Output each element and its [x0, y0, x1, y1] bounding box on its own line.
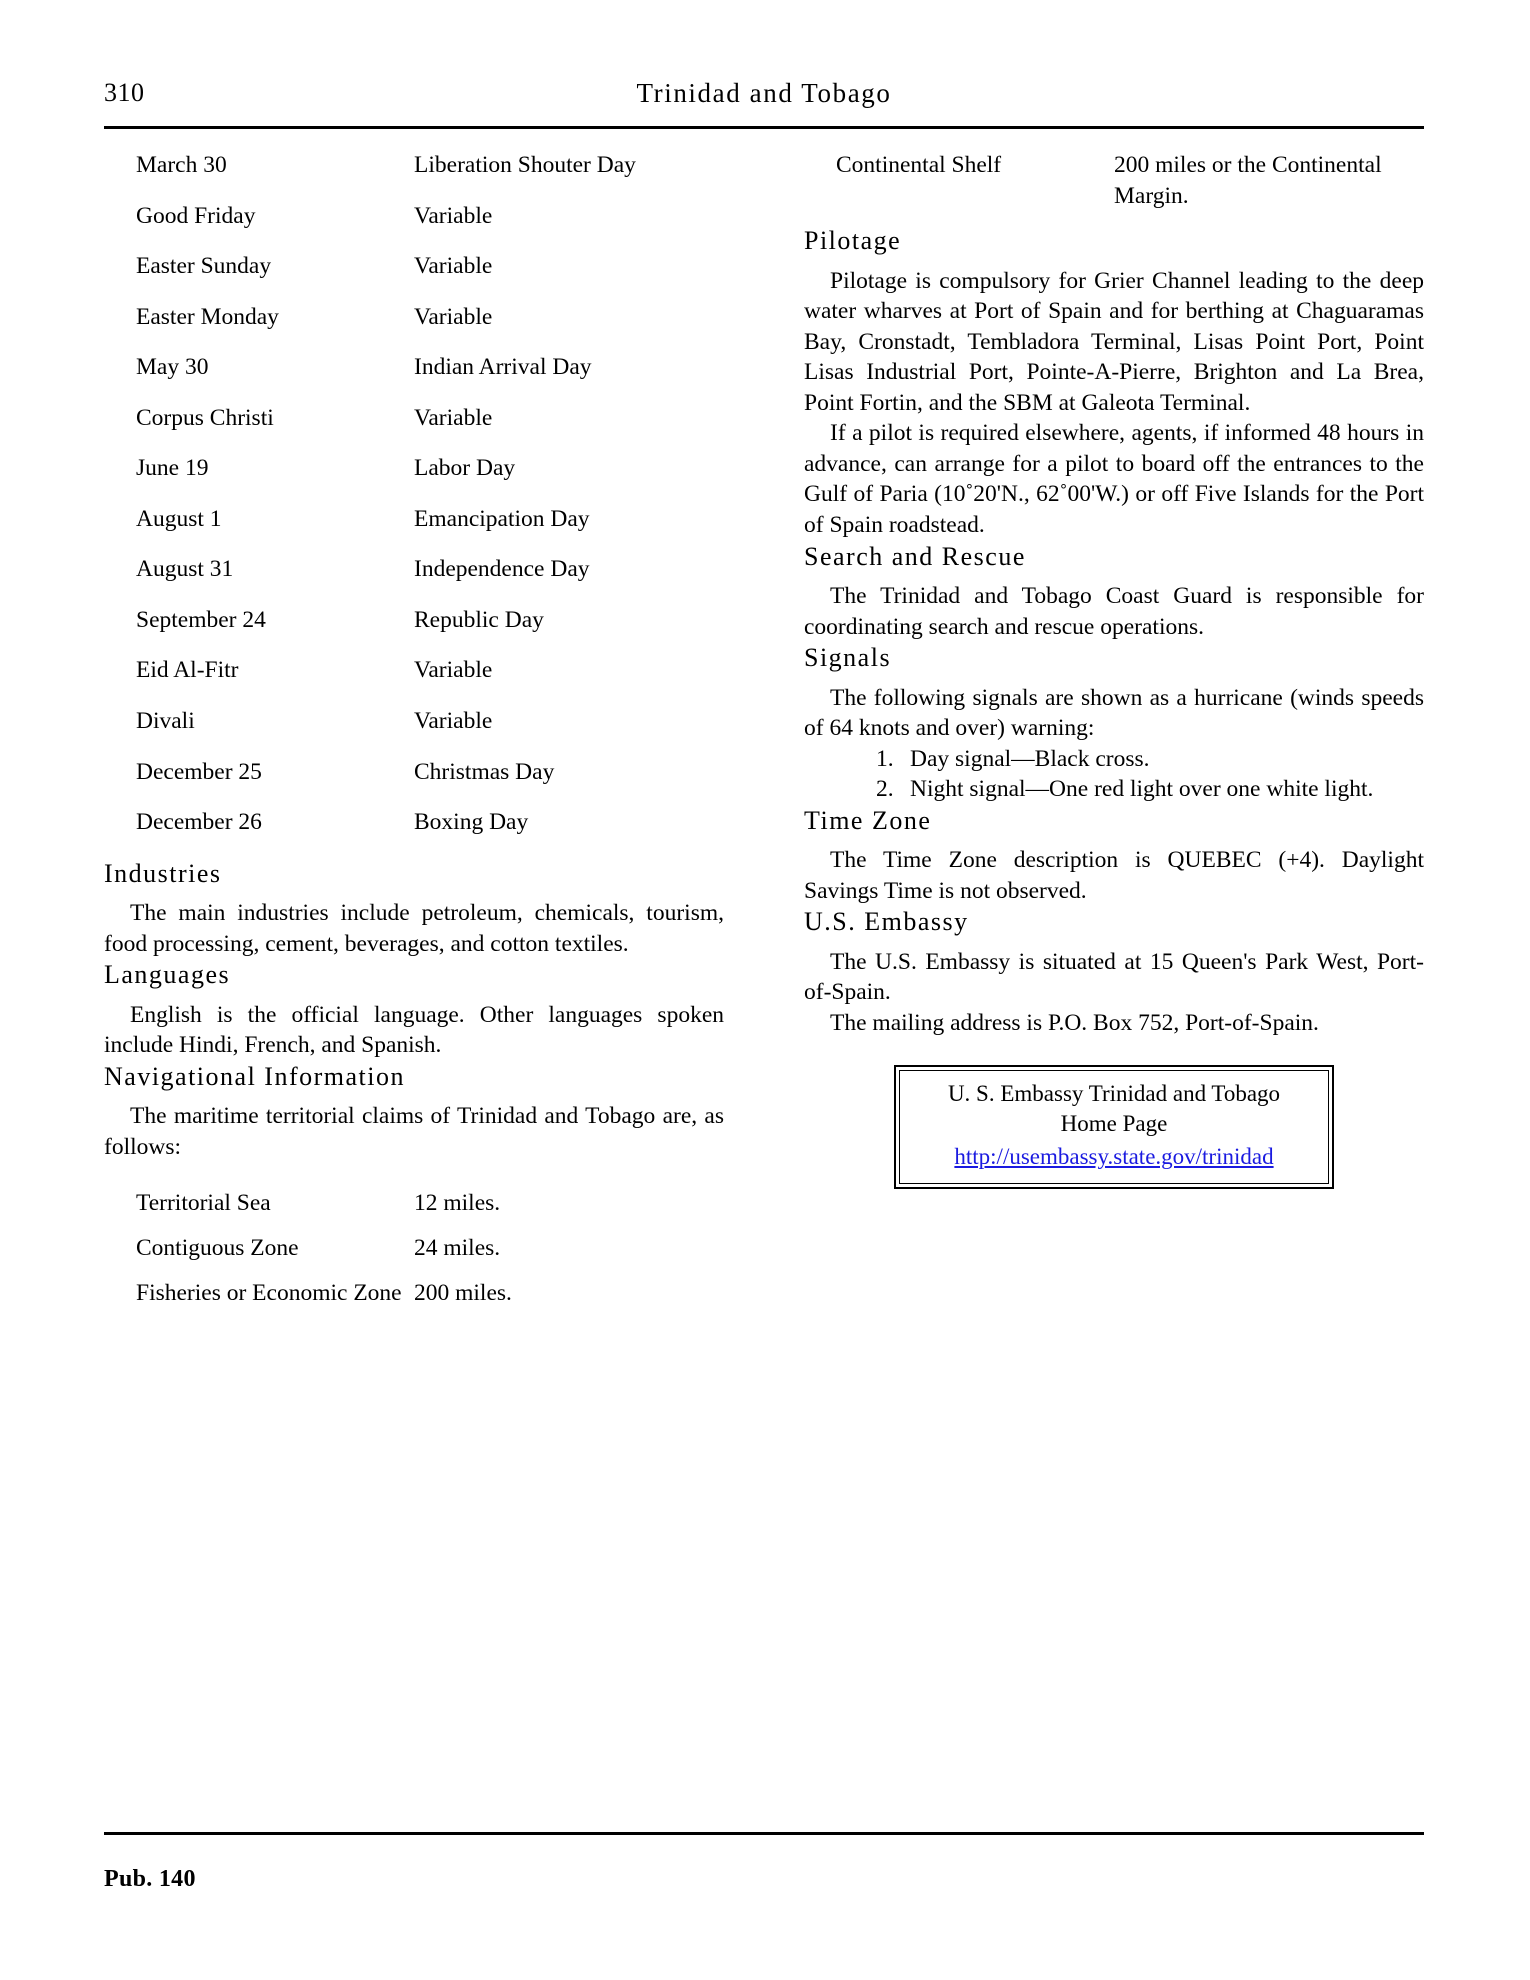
page-number: 310 [104, 78, 145, 107]
embassy-homepage-box-inner [899, 1070, 1329, 1184]
heading-languages: Languages [104, 960, 231, 990]
holiday-name: Variable [414, 253, 493, 280]
holiday-date: March 30 [136, 152, 227, 178]
maritime-claims-table-continued [804, 150, 1424, 225]
publication-label: Pub. 140 [104, 1866, 196, 1892]
right-column [804, 150, 1424, 1189]
holiday-date: Good Friday [136, 202, 256, 229]
holiday-date: May 30 [136, 354, 209, 381]
embassy-homepage-link[interactable]: http://usembassy.state.gov/trinidad [954, 1144, 1274, 1170]
search-and-rescue-paragraph: The Trinidad and Tobago Coast Guard is responsible for coordinating search and rescue operations. [804, 583, 1424, 640]
list-item-text: Night signal—One red light over one white light. [910, 776, 1374, 803]
holiday-name: Variable [414, 202, 493, 229]
table-row [804, 150, 1424, 225]
us-embassy-paragraph-1: The U.S. Embassy is situated at 15 Queen's Park West, Port-of-Spain. [804, 948, 1424, 1006]
table-row [104, 352, 724, 403]
table-row [104, 757, 724, 808]
heading-industries: Industries [104, 858, 222, 888]
holidays-table [104, 150, 724, 858]
embassy-box-line-1: U. S. Embassy Trinidad and Tobago [947, 1080, 1281, 1106]
page-title: Trinidad and Tobago [636, 78, 892, 108]
holiday-date: Divali [136, 708, 195, 735]
heading-navigational-information: Navigational Information [104, 1061, 405, 1091]
holiday-name: Liberation Shouter Day [414, 152, 636, 178]
list-item-number: 2. [876, 776, 894, 803]
footer-rule [104, 1832, 1424, 1835]
holiday-name: Republic Day [414, 606, 544, 633]
heading-signals: Signals [804, 643, 892, 673]
claim-value: 200 miles or the Continental Margin. [1114, 152, 1382, 209]
heading-pilotage: Pilotage [804, 226, 902, 256]
holiday-date: Corpus Christi [136, 404, 274, 431]
maritime-claims-table [104, 1188, 724, 1322]
table-row [104, 1278, 724, 1323]
signals-paragraph: The following signals are shown as a hurricane (winds speeds of 64 knots and over) warning: [804, 684, 1424, 742]
heading-search-and-rescue: Search and Rescue [804, 541, 1026, 571]
table-row [104, 150, 724, 201]
running-head [104, 78, 1424, 118]
holiday-date: December 25 [136, 758, 262, 785]
holiday-name: Christmas Day [414, 758, 555, 785]
holiday-date: Eid Al-Fitr [136, 657, 239, 684]
holiday-name: Labor Day [414, 455, 516, 482]
table-row [104, 1188, 724, 1233]
claim-term: Territorial Sea [136, 1190, 271, 1217]
holiday-date: September 24 [136, 606, 266, 633]
claim-term: Fisheries or Economic Zone [136, 1279, 402, 1306]
claim-term: Contiguous Zone [136, 1234, 299, 1261]
table-row [104, 807, 724, 858]
holiday-name: Indian Arrival Day [414, 354, 592, 381]
table-row [104, 403, 724, 454]
header-rule [104, 126, 1424, 129]
holiday-date: December 26 [136, 809, 262, 836]
claim-value: 12 miles. [414, 1190, 501, 1217]
table-row [104, 605, 724, 656]
table-row [104, 706, 724, 757]
list-item [876, 774, 1424, 805]
holiday-name: Boxing Day [414, 809, 529, 836]
pilotage-paragraph-1: Pilotage is compulsory for Grier Channel leading to the deep water wharves at Port of Spain and for berthing at Chaguaramas Bay, Cronstadt, Tembladora Terminal, Lisas Point Port, Point Lisas Industrial Port, Pointe-A-Pierre, Brighton and La Brea, Point Fortin, and the SBM at Galeota Terminal. [804, 267, 1424, 416]
holiday-name: Variable [414, 303, 493, 330]
claim-value: 200 miles. [414, 1279, 512, 1306]
signals-list [804, 744, 1424, 805]
us-embassy-paragraph-2: The mailing address is P.O. Box 752, Port-of-Spain. [830, 1009, 1319, 1036]
holiday-date: June 19 [136, 455, 209, 482]
table-row [104, 655, 724, 706]
claim-term: Continental Shelf [836, 152, 1002, 178]
embassy-homepage-box [894, 1065, 1334, 1189]
left-column [104, 150, 724, 1322]
list-item-text: Day signal—Black cross. [910, 745, 1150, 772]
embassy-box-line-2: Home Page [1060, 1111, 1168, 1137]
list-item [876, 744, 1424, 775]
table-row [104, 201, 724, 252]
table-row [104, 554, 724, 605]
holiday-name: Variable [414, 657, 493, 684]
table-row [104, 1233, 724, 1278]
holiday-name: Independence Day [414, 556, 590, 583]
time-zone-paragraph: The Time Zone description is QUEBEC (+4). Daylight Savings Time is not observed. [804, 847, 1424, 904]
table-row [104, 251, 724, 302]
navigational-information-paragraph: The maritime territorial claims of Trinidad and Tobago are, as follows: [104, 1103, 724, 1160]
heading-time-zone: Time Zone [804, 805, 932, 835]
industries-paragraph: The main industries include petroleum, chemicals, tourism, food processing, cement, beverages, and cotton textiles. [104, 900, 724, 957]
holiday-date: August 31 [136, 556, 234, 583]
table-row [104, 302, 724, 353]
heading-us-embassy: U.S. Embassy [804, 907, 969, 937]
languages-paragraph: English is the official language. Other languages spoken include Hindi, French, and Spanish. [104, 1001, 724, 1059]
holiday-name: Variable [414, 404, 493, 431]
claim-value: 24 miles. [414, 1234, 501, 1261]
holiday-date: August 1 [136, 505, 222, 532]
holiday-name: Emancipation Day [414, 505, 590, 532]
list-item-number: 1. [876, 745, 894, 772]
table-row [104, 504, 724, 555]
pilotage-paragraph-2: If a pilot is required elsewhere, agents, if informed 48 hours in advance, can arrange for a pilot to board off the entrances to the Gulf of Paria (10˚20'N., 62˚00'W.) or off Five Islands for the Port of Spain roadstead. [804, 420, 1424, 538]
table-row [104, 453, 724, 504]
holiday-name: Variable [414, 708, 493, 735]
holiday-date: Easter Monday [136, 303, 279, 330]
holiday-date: Easter Sunday [136, 253, 272, 280]
